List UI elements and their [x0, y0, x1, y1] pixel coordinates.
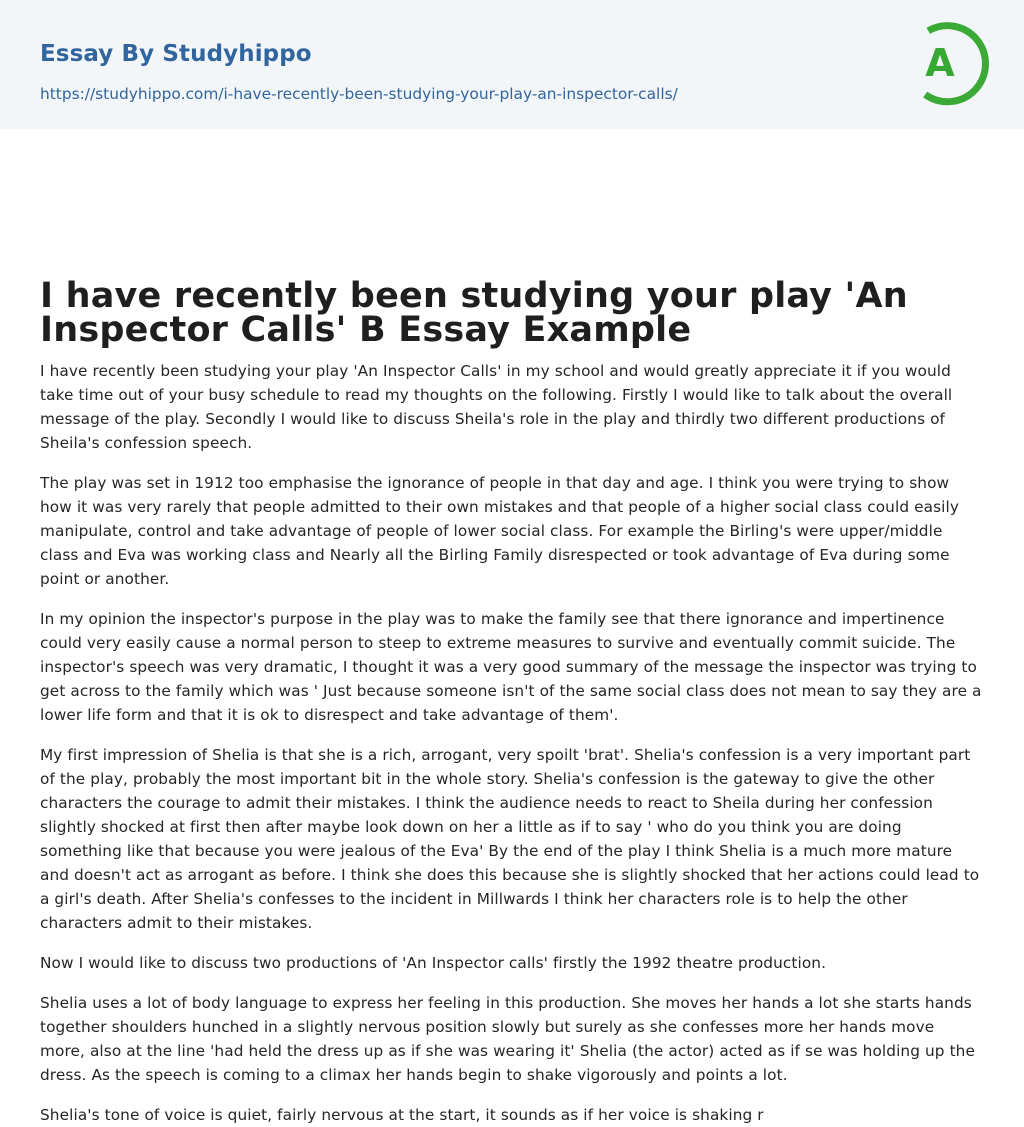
- essay-paragraph: My first impression of Shelia is that she is a rich, arrogant, very spoilt 'brat'. Shelia's confession is a very important part of the play, probably the most important bit in the whole story. Shelia's confession is the gateway to give the other characters the courage to admit their mistakes. I think the audience needs to react to Sheila during her confession slightly shocked at first then after maybe look down on her a little as if to say ' who do you think you are doing something like that because you were jealous of the Eva' By the end of the play I think Shelia is a much more mature and doesn't act as arrogant as before. I think she does this because she is slightly shocked that her actions could lead to a girl's death. After Shelia's confesses to the incident in Millwards I think her characters role is to help the other characters admit to their mistakes.: [40, 746, 980, 932]
- essay-paragraph: In my opinion the inspector's purpose in the play was to make the family see that there ignorance and impertinence could very easily cause a normal person to steep to extreme measures to survive and eventually commit suicide. The inspector's speech was very dramatic, I thought it was a very good summary of the message the inspector was trying to get across to the family which was ' Just because someone isn't of the same social class does not mean to say they are a lower life form and that it is ok to disrespect and take advantage of them'.: [40, 610, 982, 724]
- essay-content: [0, 129, 1024, 1127]
- site-header: [0, 0, 1024, 129]
- site-title[interactable]: Essay By Studyhippo: [40, 41, 312, 67]
- essay-paragraph: Now I would like to discuss two productions of 'An Inspector calls' firstly the 1992 theatre production.: [40, 954, 827, 972]
- essay-paragraph: The play was set in 1912 too emphasise the ignorance of people in that day and age. I think you were trying to show how it was very rarely that people admitted to their own mistakes and that people of a higher social class could easily manipulate, control and take advantage of people of lower social class. For example the Birling's were upper/middle class and Eva was working class and Nearly all the Birling Family disrespected or took advantage of Eva during some point or another.: [40, 474, 960, 588]
- essay-paragraph: Shelia's tone of voice is quiet, fairly nervous at the start, it sounds as if her voice is shaking r: [40, 1106, 764, 1124]
- page-url-link[interactable]: https://studyhippo.com/i-have-recently-been-studying-your-play-an-inspector-calls/: [40, 85, 678, 103]
- logo-letter: A: [925, 41, 955, 85]
- studyhippo-logo-icon[interactable]: [908, 18, 988, 106]
- essay-title: I have recently been studying your play 'An Inspector Calls' B Essay Example: [40, 276, 908, 350]
- essay-paragraph: Shelia uses a lot of body language to express her feeling in this production. She moves her hands a lot she starts hands together shoulders hunched in a slightly nervous position slowly but surely as she confesses more her hands move more, also at the line 'had held the dress up as if she was wearing it' Shelia (the actor) acted as if se was holding up the dress. As the speech is coming to a climax her hands begin to shake vigorously and points a lot.: [40, 994, 975, 1084]
- essay-paragraph: I have recently been studying your play 'An Inspector Calls' in my school and would greatly appreciate it if you would take time out of your busy schedule to read my thoughts on the following. Firstly I would like to talk about the overall message of the play. Secondly I would like to discuss Sheila's role in the play and thirdly two different productions of Sheila's confession speech.: [40, 362, 953, 452]
